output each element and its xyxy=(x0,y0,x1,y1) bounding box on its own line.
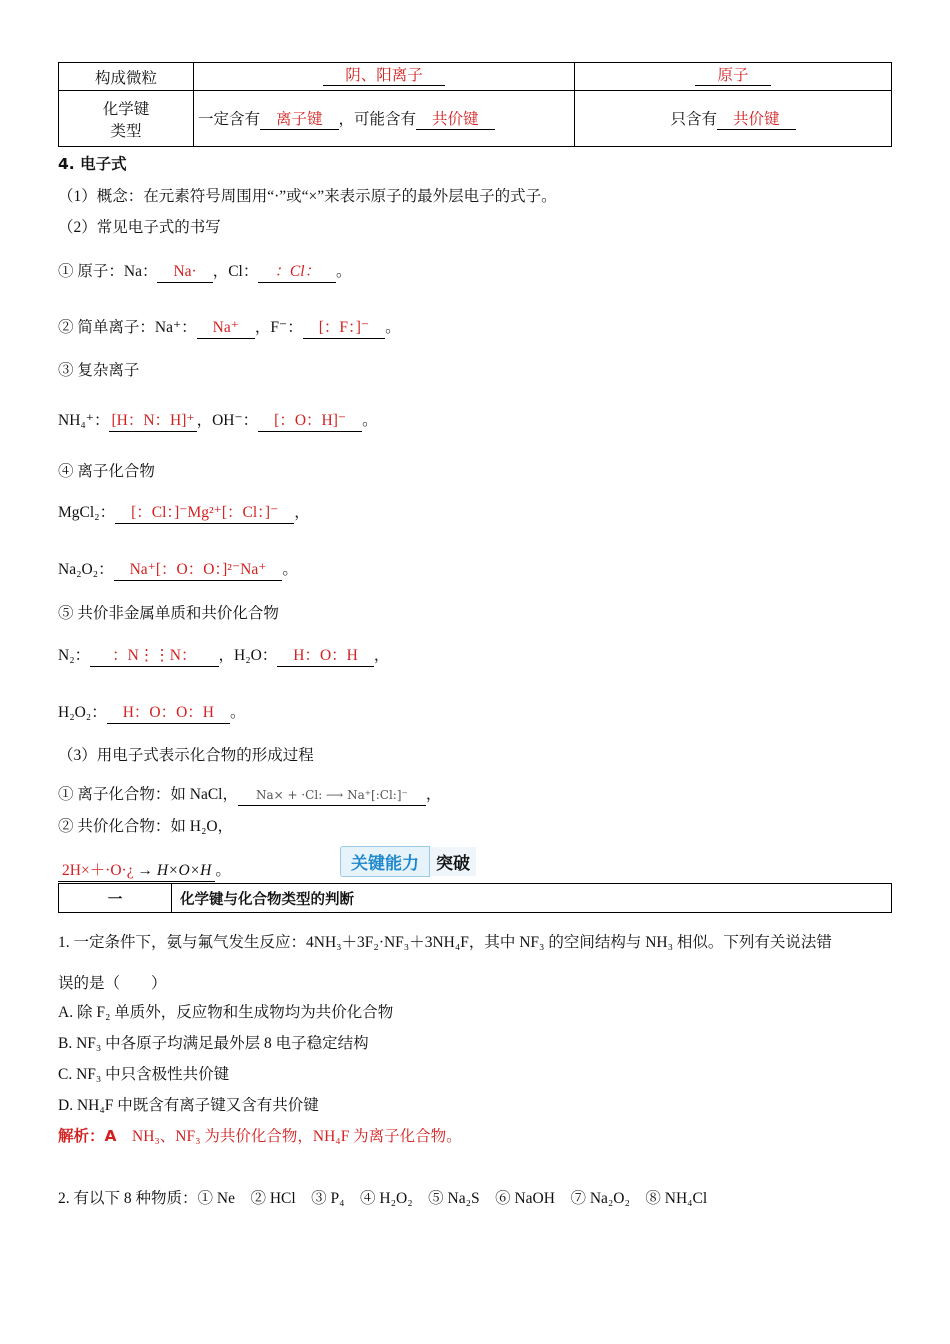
paragraph: （2）常见电子式的书写 xyxy=(58,219,221,236)
arrow: → xyxy=(137,862,153,879)
text: N₂： xyxy=(58,647,91,664)
paragraph: ④ 离子化合物 xyxy=(58,463,155,480)
paragraph: （3）用电子式表示化合物的形成过程 xyxy=(58,747,314,764)
q1-answer xyxy=(58,1124,462,1146)
complex-ions-line xyxy=(58,408,378,432)
table-cell xyxy=(575,91,892,147)
text: ，H₂O： xyxy=(218,647,278,664)
section-title: 化学键与化合物类型的判断 xyxy=(172,884,892,913)
table-cell xyxy=(575,63,892,91)
text: ，F⁻： xyxy=(254,319,303,336)
section-heading: 4. 电子式 xyxy=(58,155,127,173)
answer-blank: Na⁺[：O：O：]²⁻Na⁺ xyxy=(114,561,283,581)
formation-image: Na× + ·Cl: ⟶ Na⁺[:Cl:]⁻ xyxy=(255,788,408,803)
text: 。 xyxy=(229,704,246,721)
paragraph: ② 共价化合物：如 H₂O， xyxy=(58,818,234,835)
table-cell-label: 构成微粒 xyxy=(59,63,194,91)
paragraph: ③ 复杂离子 xyxy=(58,362,140,379)
text: 。 xyxy=(336,263,352,280)
q2-stem: 2. 有以下 8 种物质：① Ne ② HCl ③ P₄ ④ H₂O₂ ⑤ Na₂S ⑥ NaOH ⑦ Na₂O₂ ⑧ NH₄Cl xyxy=(58,1190,708,1207)
q1-stem-cont: 误的是（ ） xyxy=(58,975,167,992)
answer-blank: 共价键 xyxy=(717,111,796,131)
answer-text: 2H×＋·O·¿ xyxy=(62,862,134,879)
text: Na₂O₂： xyxy=(58,561,114,578)
key-ability-banner xyxy=(340,846,476,876)
h2o2-line xyxy=(58,700,246,724)
answer-blank: ：Cl： xyxy=(258,263,336,283)
formation-ionic-line xyxy=(58,782,441,806)
formation-cov-line xyxy=(58,858,231,882)
text: H₂O₂： xyxy=(58,704,107,721)
answer-blank: [：Cl：]⁻Mg²⁺[：Cl：]⁻ xyxy=(115,504,294,524)
q1-stem: 1. 一定条件下，氨与氟气发生反应：4NH₃＋3F₂·NF₃＋3NH₄F，其中 NF₃ 的空间结构与 NH₃ 相似。下列有关说法错 xyxy=(58,934,832,951)
text: ，可能含有 xyxy=(338,110,417,128)
table-cell xyxy=(194,91,575,147)
table-row xyxy=(59,63,892,91)
answer-blank: [：O：H]⁻ xyxy=(258,412,362,432)
option-b: B. NF₃ 中各原子均满足最外层 8 电子稳定结构 xyxy=(58,1035,369,1052)
answer-blank: [：F：]⁻ xyxy=(303,319,385,339)
text: ② 简单离子：Na⁺： xyxy=(58,319,197,336)
text: ， xyxy=(373,647,390,664)
na2o2-line xyxy=(58,557,298,581)
answer-text: H×O×H xyxy=(156,862,212,879)
text: ， xyxy=(294,504,310,521)
section-bar xyxy=(58,883,892,913)
table-row xyxy=(59,91,892,147)
option-d: D. NH₄F 中既含有离子键又含有共价键 xyxy=(58,1097,319,1114)
text: ① 原子：Na： xyxy=(58,263,158,280)
text: ① 离子化合物：如 NaCl， xyxy=(58,786,238,803)
answer-blank: ：N⋮⋮N： xyxy=(90,647,218,667)
bond-comparison-table xyxy=(58,62,892,147)
text: ， xyxy=(425,786,442,803)
mgcl2-line xyxy=(58,500,310,524)
formation-blank xyxy=(238,786,426,806)
table-cell xyxy=(194,63,575,91)
paragraph: ⑤ 共价非金属单质和共价化合物 xyxy=(58,605,279,622)
text: 。 xyxy=(362,412,378,429)
answer-blank: H：O：H xyxy=(277,647,374,667)
option-a: A. 除 F₂ 单质外，反应物和生成物均为共价化合物 xyxy=(58,1004,394,1021)
atoms-line xyxy=(58,259,352,283)
text: 只含有 xyxy=(670,110,717,128)
text: 。 xyxy=(215,862,231,879)
text: ，Cl： xyxy=(212,263,259,280)
text: 。 xyxy=(282,561,298,578)
text: MgCl₂： xyxy=(58,504,116,521)
label-line: 类型 xyxy=(110,122,142,140)
answer-blank: 共价键 xyxy=(416,111,495,131)
table-row xyxy=(59,884,892,913)
paragraph: （1）概念：在元素符号周围用“·”或“×”来表示原子的最外层电子的式子。 xyxy=(58,188,557,205)
answer-blank: 离子键 xyxy=(260,111,339,131)
banner-tag: 关键能力 xyxy=(340,846,430,877)
text: ，OH⁻： xyxy=(196,412,259,429)
simple-ions-line xyxy=(58,315,401,339)
answer-blank: 原子 xyxy=(695,67,770,87)
formation-blank xyxy=(58,862,215,882)
n2-h2o-line xyxy=(58,643,389,667)
answer-blank: 阴、阳离子 xyxy=(323,67,445,87)
answer-blank: H：O：O：H xyxy=(107,704,230,724)
answer-label: 解析：A xyxy=(58,1127,117,1145)
answer-text: NH₃、NF₃ 为共价化合物，NH₄F 为离子化合物。 xyxy=(132,1128,462,1145)
text: 。 xyxy=(385,319,401,336)
label-line: 化学键 xyxy=(102,100,150,118)
answer-blank: [H：N：H]⁺ xyxy=(109,412,196,432)
text: NH₄⁺： xyxy=(58,412,110,429)
table-cell-label xyxy=(59,91,194,147)
banner-text: 突破 xyxy=(430,847,476,876)
answer-blank: Na⁺ xyxy=(197,319,255,339)
answer-blank: Na· xyxy=(157,263,212,283)
option-c: C. NF₃ 中只含极性共价键 xyxy=(58,1066,230,1083)
section-number: 一 xyxy=(59,884,172,913)
text: 一定含有 xyxy=(198,110,261,128)
